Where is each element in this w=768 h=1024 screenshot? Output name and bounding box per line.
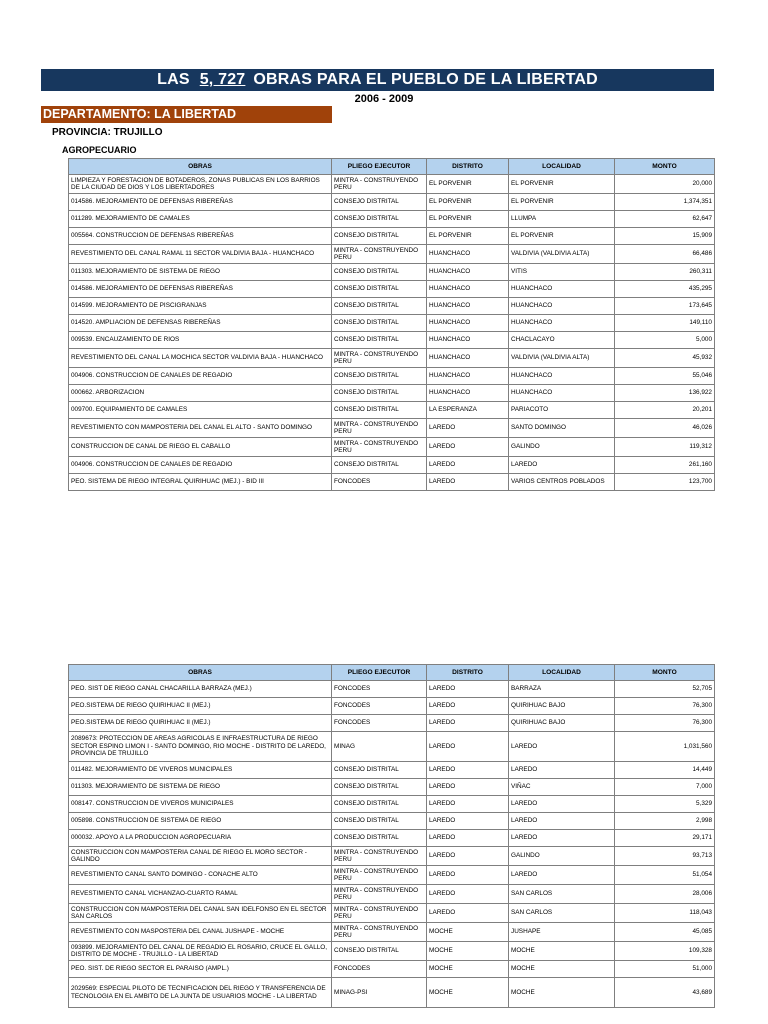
obra-cell: 014599. MEJORAMIENTO DE PISCIGRANJAS	[69, 298, 332, 315]
obra-cell: 000032. APOYO A LA PRODUCCION AGROPECUARIA	[69, 830, 332, 847]
obra-cell: REVESTIMIENTO CANAL SANTO DOMINGO - CONACHE ALTO	[69, 866, 332, 885]
monto-cell: 52,705	[615, 681, 715, 698]
pliego-cell: FONCODES	[332, 681, 427, 698]
localidad-cell: QUIRIHUAC BAJO	[509, 698, 615, 715]
distrito-cell: LAREDO	[427, 457, 509, 474]
distrito-cell: LAREDO	[427, 438, 509, 457]
table-row	[69, 315, 715, 332]
distrito-cell: LAREDO	[427, 830, 509, 847]
distrito-cell: LAREDO	[427, 779, 509, 796]
localidad-cell: GALINDO	[509, 847, 615, 866]
pliego-cell: FONCODES	[332, 715, 427, 732]
column-header: MONTO	[615, 665, 715, 681]
obra-cell: REVESTIMIENTO CON MASPOSTERIA DEL CANAL JUSHAPE - MOCHE	[69, 923, 332, 942]
obra-cell: 011303. MEJORAMIENTO DE SISTEMA DE RIEGO	[69, 264, 332, 281]
table-row	[69, 264, 715, 281]
monto-cell: 136,922	[615, 385, 715, 402]
table-header-row	[69, 665, 715, 681]
localidad-cell: VIÑAC	[509, 779, 615, 796]
pliego-cell: CONSEJO DISTRITAL	[332, 796, 427, 813]
table-row	[69, 457, 715, 474]
column-header: LOCALIDAD	[509, 159, 615, 175]
table-row	[69, 885, 715, 904]
monto-cell: 29,171	[615, 830, 715, 847]
table-row	[69, 332, 715, 349]
localidad-cell: EL PORVENIR	[509, 228, 615, 245]
distrito-cell: HUANCHACO	[427, 349, 509, 368]
monto-cell: 43,689	[615, 978, 715, 1008]
pliego-cell: CONSEJO DISTRITAL	[332, 368, 427, 385]
obra-cell: 009539. ENCAUZAMIENTO DE RIOS	[69, 332, 332, 349]
monto-cell: 173,645	[615, 298, 715, 315]
table-row	[69, 978, 715, 1008]
table-row	[69, 175, 715, 194]
table-row	[69, 385, 715, 402]
distrito-cell: HUANCHACO	[427, 264, 509, 281]
title-number: 5, 727	[199, 71, 246, 88]
pliego-cell: MINAG-PSI	[332, 978, 427, 1008]
monto-cell: 261,160	[615, 457, 715, 474]
pliego-cell: CONSEJO DISTRITAL	[332, 298, 427, 315]
localidad-cell: LAREDO	[509, 762, 615, 779]
obra-cell: REVESTIMIENTO CANAL VICHANZAO-CUARTO RAMAL	[69, 885, 332, 904]
distrito-cell: HUANCHACO	[427, 298, 509, 315]
pliego-cell: MINTRA - CONSTRUYENDO PERU	[332, 419, 427, 438]
table-row	[69, 847, 715, 866]
pliego-cell: MINTRA - CONSTRUYENDO PERU	[332, 885, 427, 904]
distrito-cell: LAREDO	[427, 904, 509, 923]
monto-cell: 20,000	[615, 175, 715, 194]
table-row	[69, 474, 715, 491]
table-row	[69, 419, 715, 438]
column-header: OBRAS	[69, 159, 332, 175]
obra-cell: REVESTIMIENTO DEL CANAL RAMAL 11 SECTOR VALDIVIA BAJA - HUANCHACO	[69, 245, 332, 264]
obra-cell: PEO.SISTEMA DE RIEGO QUIRIHUAC II (MEJ.)	[69, 715, 332, 732]
table-row	[69, 681, 715, 698]
distrito-cell: EL PORVENIR	[427, 194, 509, 211]
table-row	[69, 942, 715, 961]
localidad-cell: LAREDO	[509, 813, 615, 830]
pliego-cell: MINTRA - CONSTRUYENDO PERU	[332, 923, 427, 942]
distrito-cell: LAREDO	[427, 732, 509, 762]
monto-cell: 93,713	[615, 847, 715, 866]
years-range: 2006 - 2009	[354, 93, 414, 105]
localidad-cell: HUANCHACO	[509, 315, 615, 332]
localidad-cell: VALDIVIA (VALDIVIA ALTA)	[509, 245, 615, 264]
pliego-cell: FONCODES	[332, 698, 427, 715]
monto-cell: 20,201	[615, 402, 715, 419]
title-prefix: LAS	[157, 71, 190, 88]
obra-cell: 2089673: PROTECCION DE AREAS AGRICOLAS E INFRAESTRUCTURA DE RIEGO SECTOR ESPINO LIMON I - SANTO DOMINGO, RIO MOCHE - DISTRITO DE LAREDO, PROVINCIA DE TRUJILLO	[69, 732, 332, 762]
obra-cell: CONSTRUCCION CON MAMPOSTERIA CANAL DE RIEGO EL MORO SECTOR - GALINDO	[69, 847, 332, 866]
obra-cell: 011303. MEJORAMIENTO DE SISTEMA DE RIEGO	[69, 779, 332, 796]
monto-cell: 435,295	[615, 281, 715, 298]
pliego-cell: CONSEJO DISTRITAL	[332, 228, 427, 245]
pliego-cell: MINTRA - CONSTRUYENDO PERU	[332, 438, 427, 457]
distrito-cell: LAREDO	[427, 698, 509, 715]
monto-cell: 51,000	[615, 961, 715, 978]
distrito-cell: LAREDO	[427, 796, 509, 813]
distrito-cell: HUANCHACO	[427, 281, 509, 298]
distrito-cell: LAREDO	[427, 715, 509, 732]
province-heading: PROVINCIA: TRUJILLO	[52, 127, 163, 138]
department-heading: DEPARTAMENTO: LA LIBERTAD	[41, 106, 332, 123]
obra-cell: 014586. MEJORAMIENTO DE DEFENSAS RIBEREÑAS	[69, 281, 332, 298]
distrito-cell: EL PORVENIR	[427, 175, 509, 194]
column-header: DISTRITO	[427, 159, 509, 175]
monto-cell: 2,998	[615, 813, 715, 830]
works-table-1	[68, 158, 715, 491]
distrito-cell: LAREDO	[427, 885, 509, 904]
obra-cell: 093899. MEJORAMIENTO DEL CANAL DE REGADIO EL ROSARIO, CRUCE EL GALLO, DISTRITO DE MOCHE - TRUJILLO - LA LIBERTAD	[69, 942, 332, 961]
distrito-cell: HUANCHACO	[427, 368, 509, 385]
localidad-cell: SANTO DOMINGO	[509, 419, 615, 438]
localidad-cell: SAN CARLOS	[509, 885, 615, 904]
distrito-cell: LAREDO	[427, 762, 509, 779]
monto-cell: 1,031,560	[615, 732, 715, 762]
localidad-cell: EL PORVENIR	[509, 175, 615, 194]
obra-cell: PEO.SISTEMA DE RIEGO QUIRIHUAC II (MEJ.)	[69, 698, 332, 715]
table-row	[69, 796, 715, 813]
obra-cell: CONSTRUCCION CON MAMPOSTERIA DEL CANAL SAN IDELFONSO EN EL SECTOR SAN CARLOS	[69, 904, 332, 923]
obra-cell: REVESTIMIENTO CON MAMPOSTERIA DEL CANAL EL ALTO - SANTO DOMINGO	[69, 419, 332, 438]
obra-cell: 004906. CONSTRUCCION DE CANALES DE REGADIO	[69, 368, 332, 385]
pliego-cell: CONSEJO DISTRITAL	[332, 211, 427, 228]
obra-cell: LIMPIEZA Y FORESTACION DE BOTADEROS, ZONAS PUBLICAS EN LOS BARRIOS DE LA CIUDAD DE DIOS Y LOS LIBERTADORES	[69, 175, 332, 194]
monto-cell: 5,000	[615, 332, 715, 349]
table-header-row	[69, 159, 715, 175]
localidad-cell: LAREDO	[509, 732, 615, 762]
localidad-cell: LAREDO	[509, 457, 615, 474]
localidad-cell: GALINDO	[509, 438, 615, 457]
pliego-cell: MINTRA - CONSTRUYENDO PERU	[332, 175, 427, 194]
table-row	[69, 779, 715, 796]
table-row	[69, 698, 715, 715]
table-row	[69, 923, 715, 942]
distrito-cell: MOCHE	[427, 978, 509, 1008]
monto-cell: 260,311	[615, 264, 715, 281]
distrito-cell: EL PORVENIR	[427, 228, 509, 245]
monto-cell: 14,449	[615, 762, 715, 779]
obra-cell: 014520. AMPLIACION DE DEFENSAS RIBEREÑAS	[69, 315, 332, 332]
title-suffix: OBRAS PARA EL PUEBLO DE LA LIBERTAD	[253, 71, 598, 88]
distrito-cell: EL PORVENIR	[427, 211, 509, 228]
distrito-cell: MOCHE	[427, 923, 509, 942]
localidad-cell: PARIACOTO	[509, 402, 615, 419]
localidad-cell: HUANCHACO	[509, 368, 615, 385]
localidad-cell: MOCHE	[509, 978, 615, 1008]
pliego-cell: CONSEJO DISTRITAL	[332, 332, 427, 349]
table-row	[69, 298, 715, 315]
column-header: MONTO	[615, 159, 715, 175]
pliego-cell: MINTRA - CONSTRUYENDO PERU	[332, 847, 427, 866]
table-row	[69, 813, 715, 830]
distrito-cell: HUANCHACO	[427, 245, 509, 264]
obra-cell: PEO. SIST. DE RIEGO SECTOR EL PARAISO (AMPL.)	[69, 961, 332, 978]
localidad-cell: VALDIVIA (VALDIVIA ALTA)	[509, 349, 615, 368]
localidad-cell: EL PORVENIR	[509, 194, 615, 211]
localidad-cell: MOCHE	[509, 942, 615, 961]
distrito-cell: LAREDO	[427, 419, 509, 438]
column-header: DISTRITO	[427, 665, 509, 681]
table-row	[69, 830, 715, 847]
distrito-cell: HUANCHACO	[427, 332, 509, 349]
distrito-cell: MOCHE	[427, 961, 509, 978]
sector-heading: AGROPECUARIO	[62, 145, 137, 155]
localidad-cell: QUIRIHUAC BAJO	[509, 715, 615, 732]
works-table-2	[68, 664, 715, 1008]
localidad-cell: BARRAZA	[509, 681, 615, 698]
table-row	[69, 368, 715, 385]
monto-cell: 46,026	[615, 419, 715, 438]
monto-cell: 1,374,351	[615, 194, 715, 211]
obra-cell: 008147. CONSTRUCCION DE VIVEROS MUNICIPALES	[69, 796, 332, 813]
pliego-cell: CONSEJO DISTRITAL	[332, 264, 427, 281]
table-row	[69, 438, 715, 457]
table-row	[69, 349, 715, 368]
pliego-cell: MINTRA - CONSTRUYENDO PERU	[332, 904, 427, 923]
monto-cell: 55,046	[615, 368, 715, 385]
monto-cell: 45,085	[615, 923, 715, 942]
monto-cell: 7,000	[615, 779, 715, 796]
pliego-cell: CONSEJO DISTRITAL	[332, 813, 427, 830]
localidad-cell: LLUMPA	[509, 211, 615, 228]
monto-cell: 28,006	[615, 885, 715, 904]
distrito-cell: HUANCHACO	[427, 385, 509, 402]
obra-cell: PEO. SIST DE RIEGO CANAL CHACARILLA BARRAZA (MEJ.)	[69, 681, 332, 698]
pliego-cell: CONSEJO DISTRITAL	[332, 457, 427, 474]
pliego-cell: MINTRA - CONSTRUYENDO PERU	[332, 349, 427, 368]
table-row	[69, 194, 715, 211]
column-header: PLIEGO EJECUTOR	[332, 159, 427, 175]
pliego-cell: CONSEJO DISTRITAL	[332, 779, 427, 796]
distrito-cell: LAREDO	[427, 474, 509, 491]
distrito-cell: HUANCHACO	[427, 315, 509, 332]
obra-cell: 000662. ARBORIZACION	[69, 385, 332, 402]
monto-cell: 118,043	[615, 904, 715, 923]
localidad-cell: JUSHAPE	[509, 923, 615, 942]
pliego-cell: CONSEJO DISTRITAL	[332, 281, 427, 298]
localidad-cell: HUANCHACO	[509, 281, 615, 298]
localidad-cell: HUANCHACO	[509, 298, 615, 315]
localidad-cell: CHACLACAYO	[509, 332, 615, 349]
pliego-cell: CONSEJO DISTRITAL	[332, 830, 427, 847]
distrito-cell: LAREDO	[427, 847, 509, 866]
table-row	[69, 715, 715, 732]
obra-cell: 009700. EQUIPAMIENTO DE CAMALES	[69, 402, 332, 419]
pliego-cell: MINAG	[332, 732, 427, 762]
distrito-cell: LAREDO	[427, 866, 509, 885]
table-row	[69, 402, 715, 419]
column-header: LOCALIDAD	[509, 665, 615, 681]
table-row	[69, 211, 715, 228]
table-row	[69, 732, 715, 762]
monto-cell: 149,110	[615, 315, 715, 332]
distrito-cell: MOCHE	[427, 942, 509, 961]
obra-cell: 005898. CONSTRUCCION DE SISTEMA DE RIEGO	[69, 813, 332, 830]
obra-cell: 014586. MEJORAMIENTO DE DEFENSAS RIBEREÑAS	[69, 194, 332, 211]
monto-cell: 123,700	[615, 474, 715, 491]
monto-cell: 109,328	[615, 942, 715, 961]
obra-cell: 004906. CONSTRUCCION DE CANALES DE REGADIO	[69, 457, 332, 474]
monto-cell: 51,054	[615, 866, 715, 885]
pliego-cell: CONSEJO DISTRITAL	[332, 402, 427, 419]
title-banner	[41, 69, 714, 91]
distrito-cell: LAREDO	[427, 813, 509, 830]
table-row	[69, 866, 715, 885]
pliego-cell: CONSEJO DISTRITAL	[332, 942, 427, 961]
localidad-cell: VITIS	[509, 264, 615, 281]
monto-cell: 119,312	[615, 438, 715, 457]
pliego-cell: FONCODES	[332, 474, 427, 491]
pliego-cell: MINTRA - CONSTRUYENDO PERU	[332, 866, 427, 885]
pliego-cell: CONSEJO DISTRITAL	[332, 762, 427, 779]
table-row	[69, 245, 715, 264]
obra-cell: REVESTIMIENTO DEL CANAL LA MOCHICA SECTOR VALDIVIA BAJA - HUANCHACO	[69, 349, 332, 368]
obra-cell: 2029569: ESPECIAL PILOTO DE TECNIFICACION DEL RIEGO Y TRANSFERENCIA DE TECNOLOGIA EN EL AMBITO DE LA JUNTA DE USUARIOS MOCHE - LA LIBERTAD	[69, 978, 332, 1008]
obra-cell: 011482. MEJORAMIENTO DE VIVEROS MUNICIPALES	[69, 762, 332, 779]
obra-cell: CONSTRUCCION DE CANAL DE RIEGO EL CABALLO	[69, 438, 332, 457]
monto-cell: 5,329	[615, 796, 715, 813]
column-header: PLIEGO EJECUTOR	[332, 665, 427, 681]
pliego-cell: CONSEJO DISTRITAL	[332, 385, 427, 402]
localidad-cell: MOCHE	[509, 961, 615, 978]
distrito-cell: LA ESPERANZA	[427, 402, 509, 419]
monto-cell: 62,647	[615, 211, 715, 228]
table-row	[69, 961, 715, 978]
monto-cell: 76,300	[615, 698, 715, 715]
monto-cell: 76,300	[615, 715, 715, 732]
localidad-cell: VARIOS CENTROS POBLADOS	[509, 474, 615, 491]
pliego-cell: FONCODES	[332, 961, 427, 978]
column-header: OBRAS	[69, 665, 332, 681]
table-row	[69, 228, 715, 245]
monto-cell: 66,486	[615, 245, 715, 264]
table-row	[69, 762, 715, 779]
obra-cell: PEO. SISTEMA DE RIEGO INTEGRAL QUIRIHUAC (MEJ.) - BID III	[69, 474, 332, 491]
localidad-cell: LAREDO	[509, 866, 615, 885]
table-row	[69, 281, 715, 298]
monto-cell: 45,932	[615, 349, 715, 368]
obra-cell: 011289. MEJORAMIENTO DE CAMALES	[69, 211, 332, 228]
localidad-cell: LAREDO	[509, 796, 615, 813]
pliego-cell: CONSEJO DISTRITAL	[332, 315, 427, 332]
distrito-cell: LAREDO	[427, 681, 509, 698]
localidad-cell: SAN CARLOS	[509, 904, 615, 923]
pliego-cell: MINTRA - CONSTRUYENDO PERU	[332, 245, 427, 264]
monto-cell: 15,909	[615, 228, 715, 245]
pliego-cell: CONSEJO DISTRITAL	[332, 194, 427, 211]
localidad-cell: LAREDO	[509, 830, 615, 847]
obra-cell: 005564. CONSTRUCCION DE DEFENSAS RIBEREÑAS	[69, 228, 332, 245]
table-row	[69, 904, 715, 923]
localidad-cell: HUANCHACO	[509, 385, 615, 402]
